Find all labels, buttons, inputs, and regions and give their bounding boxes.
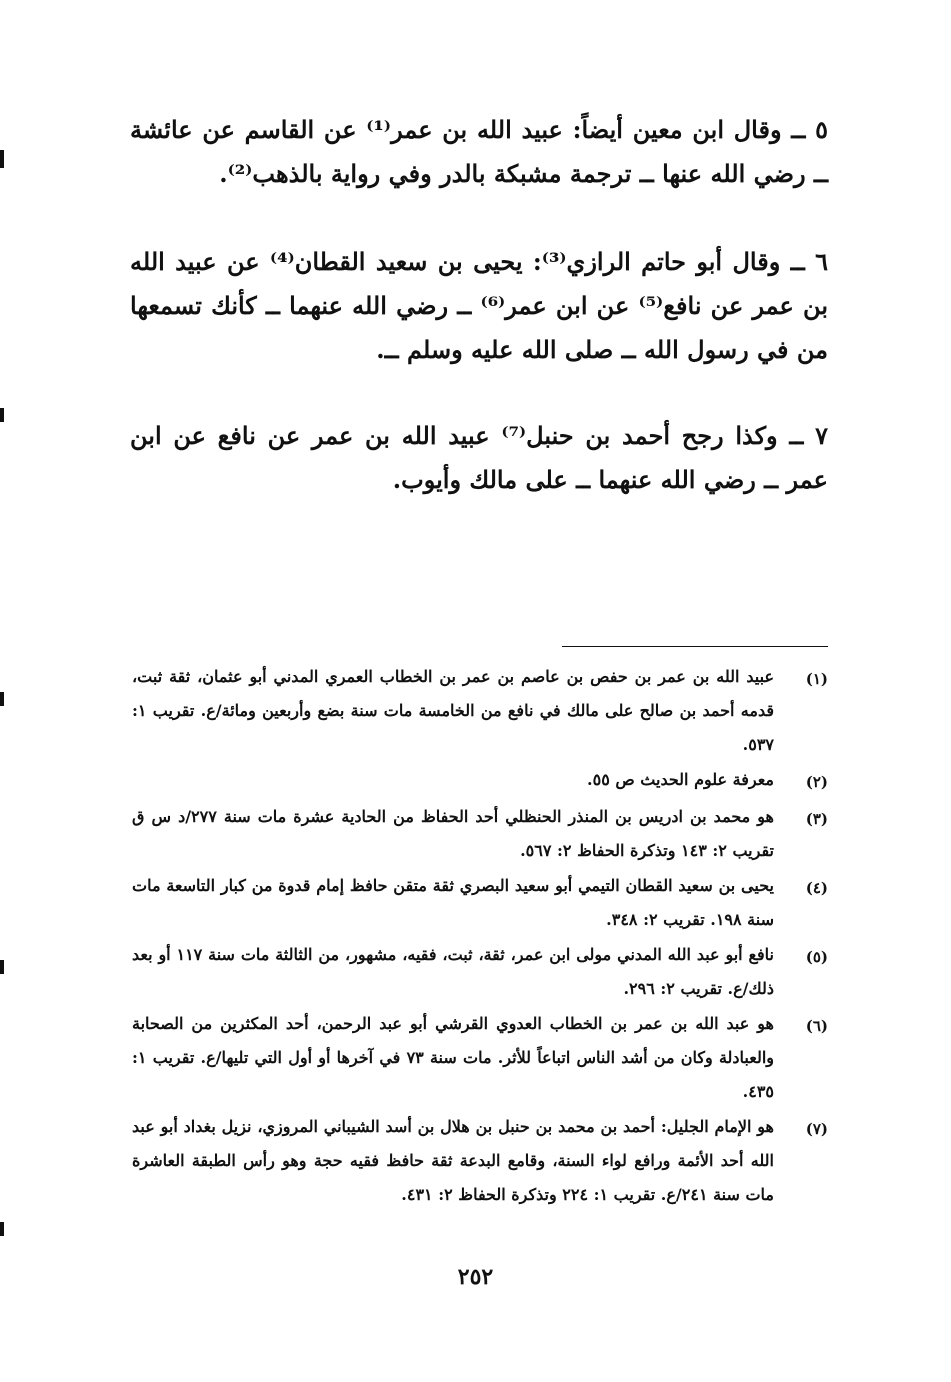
scan-edge-mark xyxy=(0,960,4,974)
footnote-6 xyxy=(132,1007,828,1109)
footnote-number: (١) xyxy=(805,670,828,688)
footnote-number: (٤) xyxy=(805,879,828,897)
footnote-number: (٧) xyxy=(805,1120,828,1138)
footnote-number: (٣) xyxy=(805,810,828,828)
scan-edge-mark xyxy=(0,408,4,422)
paragraph-6: ٦ ــ وقال أبو حاتم الرازي⁽³⁾: يحيى بن سعيد القطان⁽⁴⁾ عن عبيد الله بن عمر عن نافع⁽⁵⁾ عن ابن عمر⁽⁶⁾ ــ رضي الله عنهما ــ كأنك تسمعها من في رسول الله ــ صلى الله عليه وسلم ــ. xyxy=(130,247,829,364)
footnote-text: هو الإمام الجليل: أحمد بن محمد بن حنبل بن هلال بن أسد الشيباني المروزي، نزيل بغداد أبو عبد الله أحد الأئمة ورافع لواء السنة، وقامع البدعة ثقة حافظ فقيه حجة وهو رأس الطبقة العاشرة مات سنة ٢٤١/ع. تقريب ١: ٢٢٤ وتذكرة الحفاظ ٢: ٤٣١. xyxy=(132,1117,774,1204)
footnote-4 xyxy=(132,869,828,937)
footnote-text: يحيى بن سعيد القطان التيمي أبو سعيد البصري ثقة متقن حافظ إمام قدوة من كبار التاسعة مات سنة ١٩٨. تقريب ٢: ٣٤٨. xyxy=(132,876,774,929)
paragraph-7: ٧ ــ وكذا رجح أحمد بن حنبل⁽⁷⁾ عبيد الله بن عمر عن نافع عن ابن عمر ــ رضي الله عنهما ــ على مالك وأيوب. xyxy=(130,421,829,494)
page-number: ٢٥٢ xyxy=(457,1264,494,1290)
footnote-text: نافع أبو عبد الله المدني مولى ابن عمر، ثقة، ثبت، فقيه، مشهور، من الثالثة مات سنة ١١٧ أو بعد ذلك/ع. تقريب ٢: ٢٩٦. xyxy=(132,945,774,998)
footnote-number: (٢) xyxy=(805,773,828,791)
footnote-7 xyxy=(132,1110,828,1212)
footnote-text: هو محمد بن ادريس بن المنذر الحنظلي أحد الحفاظ من الحادية عشرة مات سنة ٢٧٧/د س ق تقريب ٢: ١٤٣ وتذكرة الحفاظ ٢: ٥٦٧. xyxy=(132,807,774,860)
footnote-separator xyxy=(562,646,828,647)
footnotes-list xyxy=(132,660,828,1213)
scan-edge-mark xyxy=(0,150,4,168)
footnote-text: عبيد الله بن عمر بن حفص بن عاصم بن عمر بن الخطاب العمري المدني أبو عثمان، ثقة ثبت، قدمه أحمد بن صالح على مالك في نافع من الخامسة مات سنة بضع وأربعين ومائة/ع. تقريب ١: ٥٣٧. xyxy=(132,667,774,754)
footnote-3 xyxy=(132,800,828,868)
footnote-5 xyxy=(132,938,828,1006)
footnote-1 xyxy=(132,660,828,762)
paragraph-5: ٥ ــ وقال ابن معين أيضاً: عبيد الله بن عمر⁽¹⁾ عن القاسم عن عائشة ــ رضي الله عنها ــ ترجمة مشبكة بالدر وفي رواية بالذهب⁽²⁾. xyxy=(130,115,828,188)
footnote-number: (٦) xyxy=(805,1017,828,1035)
scan-edge-mark xyxy=(0,692,4,706)
footnote-text: معرفة علوم الحديث ص ٥٥. xyxy=(587,770,774,789)
footnote-number: (٥) xyxy=(805,948,828,966)
footnote-text: هو عبد الله بن عمر بن الخطاب العدوي القرشي أبو عبد الرحمن، أحد المكثرين من الصحابة والعبادلة وكان من أشد الناس اتباعاً للأثر. مات سنة ٧٣ في آخرها أو أول التي تليها/ع. تقريب ١: ٤٣٥. xyxy=(132,1014,774,1101)
scan-edge-mark xyxy=(0,1222,4,1236)
footnote-2 xyxy=(132,763,828,799)
